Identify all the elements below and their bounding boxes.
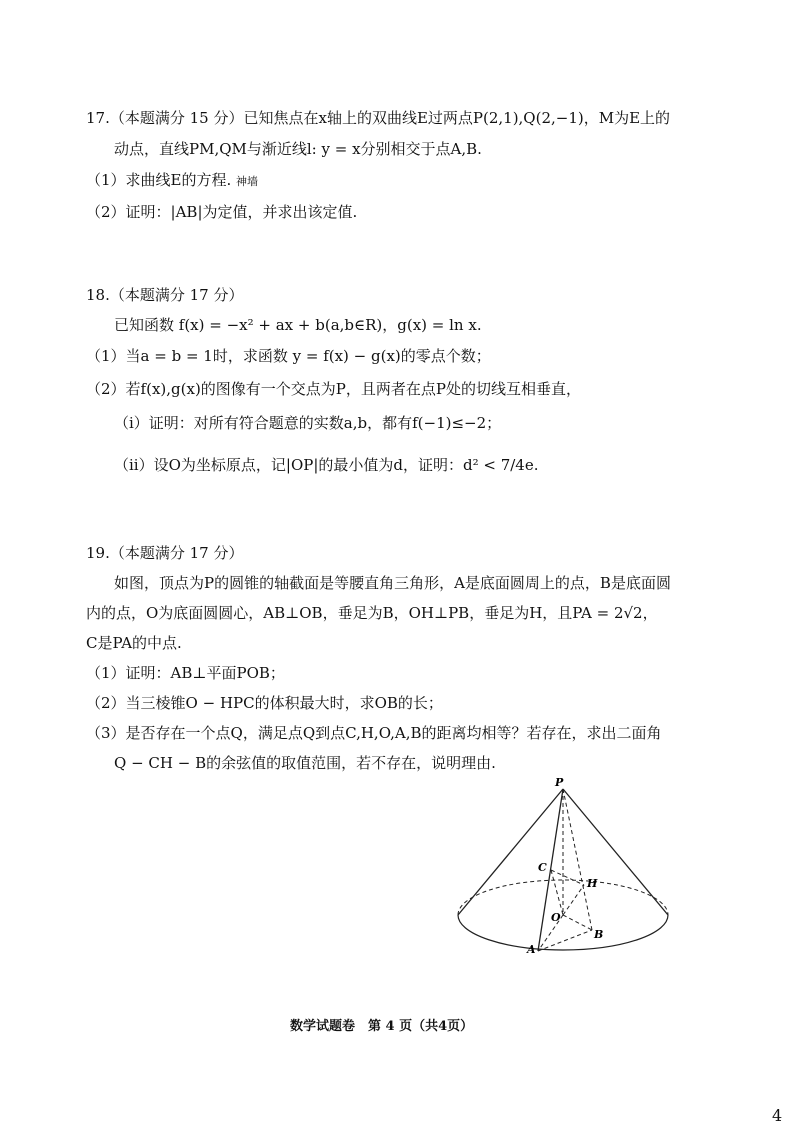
cone-figure <box>450 775 690 965</box>
q19-desc1: 如图，顶点为P的圆锥的轴截面是等腰直角三角形，A是底面圆周上的点，B是底面圆 <box>114 574 671 592</box>
q17-part1 <box>86 169 258 190</box>
segment-OH <box>563 885 584 915</box>
cone-edge-right <box>563 789 668 915</box>
q19-part3: （3）是否存在一个点Q，满足点Q到点C,H,O,A,B的距离均相等？若存在，求出二面角 <box>86 724 662 742</box>
q19-part1: （1）证明：AB⊥平面POB； <box>86 664 285 682</box>
label-C: C <box>538 861 547 874</box>
segment-OB <box>563 915 592 930</box>
q19-header: 19.（本题满分 17 分） <box>86 544 244 562</box>
q19-part3b: Q − CH − B的余弦值的取值范围，若不存在，说明理由. <box>114 754 496 772</box>
label-P: P <box>555 776 564 789</box>
q18-part2: （2）若f(x),g(x)的图像有一个交点为P，且两者在点P处的切线互相垂直， <box>86 380 581 398</box>
q17-part1-text: （1）求曲线E的方程. <box>86 171 232 189</box>
segment-CO <box>551 870 563 915</box>
q17-handwritten-note: 神墙 <box>236 175 259 188</box>
page-footer: 数学试题卷 第 4 页（共4页） <box>290 1019 474 1034</box>
q18-given: 已知函数 f(x) = −x² + ax + b(a,b∈R)，g(x) = ln x. <box>114 316 482 334</box>
cone-base-front <box>458 915 668 950</box>
q18-header: 18.（本题满分 17 分） <box>86 286 244 304</box>
q17-part2: （2）证明：|AB|为定值，并求出该定值. <box>86 203 358 221</box>
q17-header: 17.（本题满分 15 分）已知焦点在x轴上的双曲线E过两点P(2,1),Q(2,−1)，M为E上的 <box>86 109 671 127</box>
q19-desc2: 内的点，O为底面圆圆心，AB⊥OB，垂足为B，OH⊥PB，垂足为H，且PA = 2√2， <box>86 604 658 622</box>
cone-edge-left <box>458 789 563 915</box>
label-H: H <box>587 877 598 890</box>
page-number-corner: 4 <box>772 1106 783 1125</box>
segment-AB <box>538 930 592 951</box>
q17-continuation: 动点，直线PM,QM与渐近线l: y = x分别相交于点A,B. <box>114 140 482 158</box>
label-O: O <box>551 911 561 924</box>
q19-part2: （2）当三棱锥O − HPC的体积最大时，求OB的长； <box>86 694 443 712</box>
segment-CH <box>551 870 584 885</box>
q19-desc3: C是PA的中点. <box>86 634 182 652</box>
q18-sub2: （ii）设O为坐标原点，记|OP|的最小值为d，证明：d² < 7/4e. <box>114 456 539 474</box>
label-B: B <box>594 928 604 941</box>
q18-sub1: （i）证明：对所有符合题意的实数a,b，都有f(−1)≤−2； <box>114 414 502 432</box>
label-A: A <box>527 943 536 956</box>
q18-part1: （1）当a = b = 1时，求函数 y = f(x) − g(x)的零点个数； <box>86 347 491 365</box>
